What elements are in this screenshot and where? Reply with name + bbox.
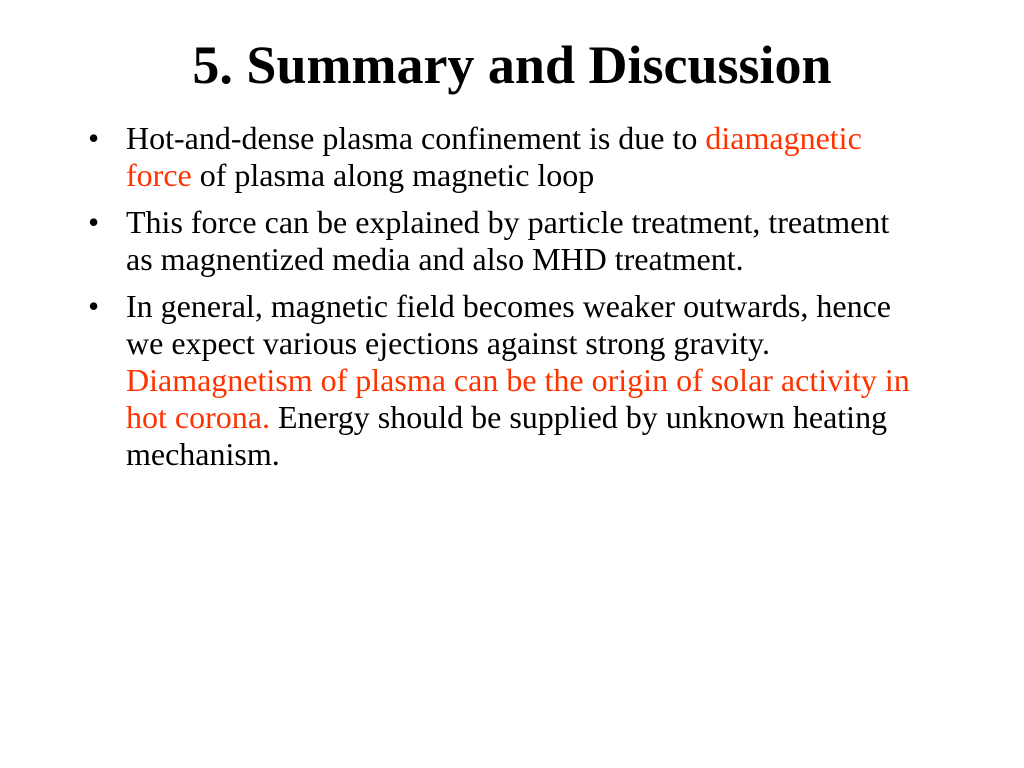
bullet-item-magnetic-field	[88, 288, 918, 473]
bullet-text: of plasma along magnetic loop	[191, 157, 595, 193]
bullet-icon: •	[88, 288, 100, 324]
bullet-icon: •	[88, 120, 100, 156]
highlighted-text: diamagnetic force	[126, 120, 862, 193]
bullet-list	[88, 120, 918, 483]
highlighted-text: Diamagnetism of plasma can be the origin of solar activity in hot corona.	[126, 362, 910, 435]
bullet-text: Energy should be supplied by unknown heating mechanism.	[126, 399, 888, 472]
bullet-text: Hot-and-dense plasma confinement is due to	[126, 120, 706, 156]
bullet-item-confinement	[88, 120, 918, 194]
bullet-icon: •	[88, 204, 100, 240]
slide-title: 5. Summary and Discussion	[192, 35, 832, 95]
bullet-text: In general, magnetic field becomes weaker outwards, hence we expect various ejections against strong gravity.	[126, 288, 891, 361]
bullet-item-force-explanation	[88, 204, 918, 278]
bullet-text: This force can be explained by particle treatment, treatment as magnentized media and also MHD treatment.	[126, 204, 890, 277]
